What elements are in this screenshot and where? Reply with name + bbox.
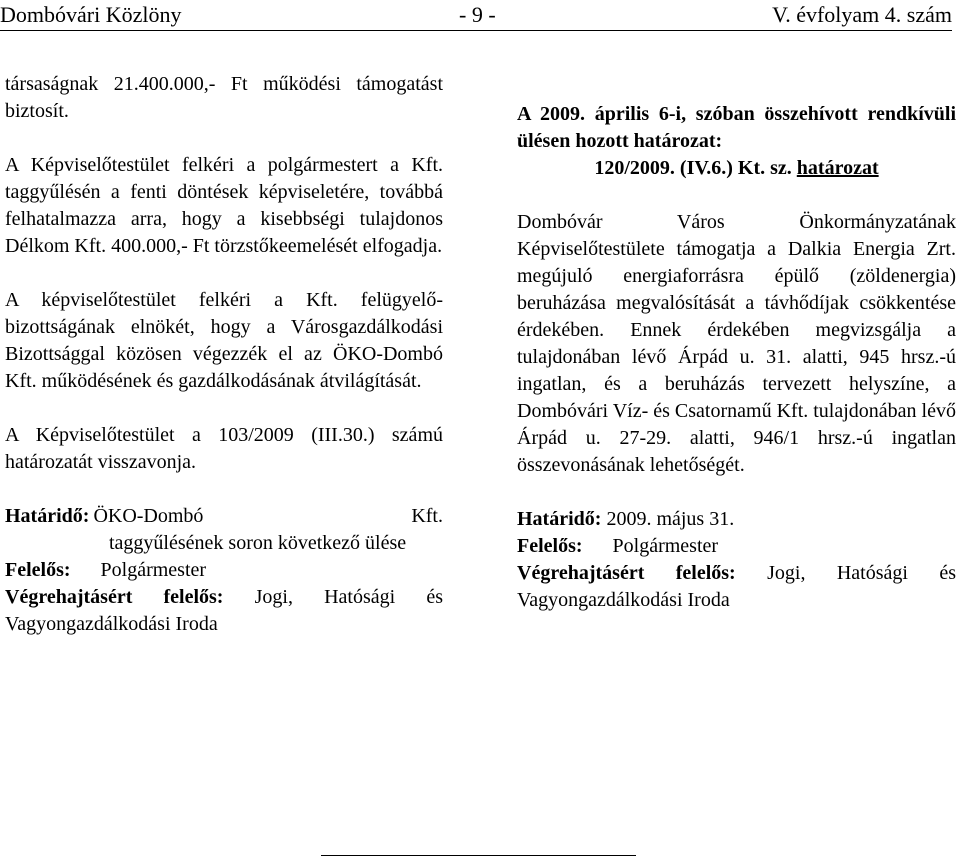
executor-label: Végrehajtásért felelős: — [5, 586, 224, 608]
audit-request-paragraph: A képviselőtestület felkéri a Kft. felügyelő-bizottságának elnökét, hogy a Városgazdálkodási Bizottsággal közösen végezzék el az ÖKO-Dombó Kft. működésének és gazdálkodásának átvilágítását. — [5, 289, 443, 392]
deadline-value: 2009. május 31. — [606, 508, 735, 530]
page-number: - 9 - — [459, 2, 496, 27]
revocation-paragraph: A Képviselőtestület a 103/2009 (III.30.) számú határozatát visszavonja. — [5, 424, 443, 473]
right-column — [517, 101, 956, 614]
support-paragraph: társaságnak 21.400.000,- Ft működési támogatást biztosít. — [5, 73, 443, 122]
resolution-number-keyword: határozat — [796, 157, 879, 179]
responsible-label: Felelős: — [517, 535, 583, 557]
separator-line — [321, 855, 636, 856]
executor-value: Jogi, Hatósági és Vagyongazdálkodási Iroda — [5, 586, 444, 635]
deadline-company: ÖKO-Dombó — [93, 505, 204, 527]
resolution-body: Dombóvár Város Önkormányzatának Képviselőtestülete támogatja a Dalkia Energia Zrt. megújuló energiaforrásra épülő (zöldenergia) beruházása megvalósítását a távhődíjak csökkentése érdekében. Ennek érdekében megvizsgálja a tulajdonában lévő Árpád u. 31. alatti, 945 hrsz.-ú ingatlan, és a beruházás tervezett helyszíne, a Dombóvári Víz- és Csatornamű Kft. tulajdonában lévő Árpád u. 27-29. alatti, 946/1 hrsz.-ú ingatlan összevonásának lehetőségét. — [517, 211, 956, 476]
deadline-label: Határidő: — [517, 508, 602, 530]
responsible-value: Polgármester — [100, 559, 207, 581]
deadline-block — [517, 506, 956, 614]
deadline-row — [5, 503, 443, 530]
deadline-label: Határidő: — [5, 505, 90, 527]
session-heading: A 2009. április 6-i, szóban összehívott rendkívüli ülésen hozott határozat: — [517, 103, 956, 152]
deadline-detail: taggyűlésének soron következő ülése — [109, 532, 407, 554]
responsible-row — [517, 533, 956, 560]
responsible-row — [5, 557, 443, 584]
deadline-row — [517, 506, 956, 533]
responsible-value: Polgármester — [612, 535, 719, 557]
deadline-company-suffix: Kft. — [411, 505, 443, 527]
mayor-authorization-paragraph: A Képviselőtestület felkéri a polgármestert a Kft. taggyűlésén a fenti döntések képviseletére, továbbá felhatalmazza arra, hogy a kisebbségi tulajdonos Délkom Kft. 400.000,- Ft törzstőkeemelését elfogadja. — [5, 154, 443, 257]
volume-issue: V. évfolyam 4. szám — [772, 2, 952, 27]
executor-label: Végrehajtásért felelős: — [517, 562, 736, 584]
page-header — [0, 0, 952, 31]
responsible-label: Felelős: — [5, 559, 71, 581]
resolution-number — [517, 155, 956, 182]
resolution-number-main: 120/2009. (IV.6.) Kt. sz. — [594, 157, 797, 179]
publication-title: Dombóvári Közlöny — [0, 2, 182, 27]
executor-value: Jogi, Hatósági és Vagyongazdálkodási Iroda — [517, 562, 957, 611]
executor-row — [5, 584, 443, 638]
deadline-block — [5, 503, 443, 638]
executor-row — [517, 560, 956, 614]
left-column — [5, 71, 443, 638]
